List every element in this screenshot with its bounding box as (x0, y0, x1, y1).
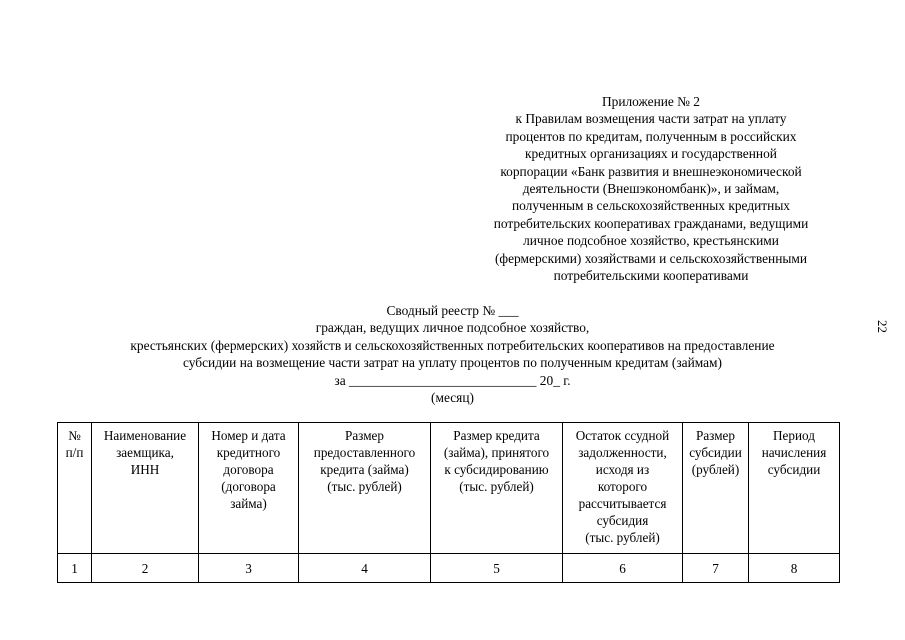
header-cell-credit-amount (299, 423, 431, 554)
appendix-line: потребительскими кооперативами (553, 268, 749, 284)
header-cell-number (58, 423, 92, 554)
header-cell-subsidy-amount (683, 423, 749, 554)
registry-subtitle-line: субсидии на возмещение части затрат на уплату процентов по полученным кредитам (займам) (183, 355, 722, 371)
page-number: 22 (875, 320, 890, 333)
header-line: договора (223, 462, 274, 477)
header-line: кредитного (216, 445, 281, 460)
header-line: займа) (230, 496, 267, 511)
header-line: ИНН (130, 462, 160, 477)
header-line: субсидии (767, 462, 821, 477)
header-line: (займа), принятого (443, 445, 550, 460)
appendix-line: потребительских кооперативах гражданами, ведущими (493, 215, 809, 231)
column-number-cell: 3 (199, 554, 299, 583)
header-line: (договора (221, 479, 276, 494)
table-header-row (58, 423, 840, 554)
header-line: рассчитывается (578, 496, 667, 511)
header-line: начисления (761, 445, 827, 460)
header-cell-borrower (92, 423, 199, 554)
header-line: (тыс. рублей) (327, 479, 402, 494)
header-line: Наименование (103, 428, 187, 443)
header-line: к субсидированию (444, 462, 549, 477)
column-number-cell: 8 (749, 554, 840, 583)
header-line: Размер кредита (453, 428, 540, 443)
column-number-cell: 4 (299, 554, 431, 583)
header-line: Остаток ссудной (575, 428, 670, 443)
header-line: исходя из (595, 462, 650, 477)
appendix-line: полученным в сельскохозяйственных кредитных (511, 198, 791, 214)
registry-subtitle-line: крестьянских (фермерских) хозяйств и сельскохозяйственных потребительских кооперативов на предоставление (130, 337, 775, 353)
header-line: (тыс. рублей) (459, 479, 534, 494)
header-line: Размер (695, 428, 735, 443)
header-line: Номер и дата (211, 428, 286, 443)
registry-period-line: за ____________________________ 20_ г. (334, 372, 571, 388)
header-line: (тыс. рублей) (585, 530, 660, 545)
header-cell-subsidized-amount (431, 423, 563, 554)
column-number-cell: 6 (563, 554, 683, 583)
appendix-block (470, 93, 832, 284)
column-number-cell: 1 (58, 554, 92, 583)
column-number-cell: 2 (92, 554, 199, 583)
column-number-cell: 7 (683, 554, 749, 583)
header-line: субсидия (596, 513, 649, 528)
header-line: предоставленного (313, 445, 416, 460)
header-line: заемщика, (116, 445, 174, 460)
registry-subtitle-line: граждан, ведущих личное подсобное хозяйство, (315, 320, 590, 336)
header-line: субсидии (689, 445, 742, 460)
header-line: Период (773, 428, 815, 443)
registry-title-block (60, 302, 845, 406)
header-cell-contract (199, 423, 299, 554)
header-line: которого (597, 479, 648, 494)
appendix-line: личное подсобное хозяйство, крестьянскими (523, 233, 779, 249)
header-line: задолженности, (578, 445, 667, 460)
registry-title: Сводный реестр № ___ (386, 303, 519, 318)
appendix-line: (фермерскими) хозяйствами и сельскохозяйственными (494, 250, 808, 266)
registry-month-caption: (месяц) (431, 390, 474, 406)
header-line: Размер (344, 428, 384, 443)
table-row-column-numbers (58, 554, 840, 583)
header-line: п/п (65, 445, 84, 460)
appendix-line: корпорации «Банк развития и внешнеэкономической (500, 163, 802, 179)
appendix-line: к Правилам возмещения части затрат на уплату (515, 111, 787, 127)
registry-table (57, 422, 840, 583)
header-cell-subsidy-period (749, 423, 840, 554)
appendix-line: кредитных организациях и государственной (525, 146, 777, 162)
header-line: № (68, 428, 81, 443)
header-cell-debt-balance (563, 423, 683, 554)
appendix-line: процентов по кредитам, полученным в российских (505, 128, 797, 144)
column-number-cell: 5 (431, 554, 563, 583)
header-line: (рублей) (691, 462, 740, 477)
appendix-line: Приложение № 2 (601, 94, 701, 109)
header-line: кредита (займа) (320, 462, 409, 477)
appendix-line: деятельности (Внешэкономбанк)», и займам, (522, 181, 780, 197)
